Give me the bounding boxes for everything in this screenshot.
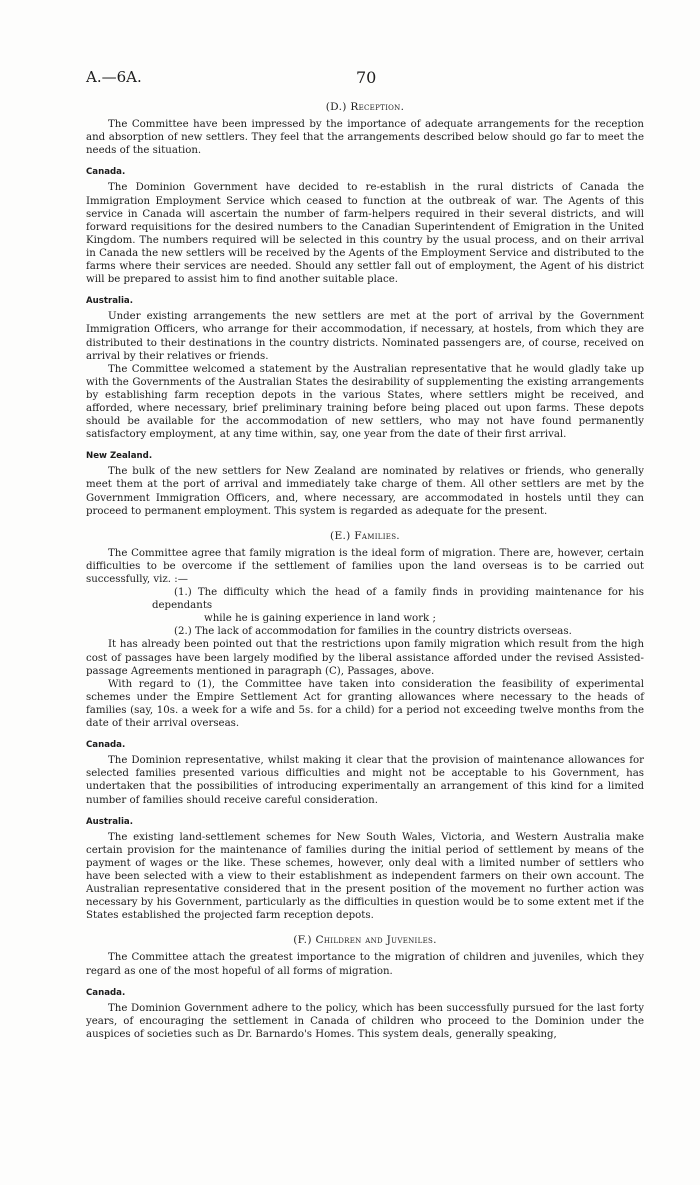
section-heading-families: (E.) Families. bbox=[330, 529, 400, 542]
subheading-canada: Canada. bbox=[86, 740, 126, 751]
list-item-continuation: while he is gaining experience in land work ; bbox=[204, 613, 436, 625]
paragraph: The Committee welcomed a statement by the Australian representative that he would gladly take up with the Governments of the Australian States the desirability of supplementing the existing arrangements by establishing farm reception depots in the various States, where settlers might be received, and afforded, where necessary, brief preliminary training before being placed out upon farms. These depots should be available for the accommodation of new settlers, who may not have found permanently satisfactory employment, at any time within, say, one year from the date of their first arrival. bbox=[86, 363, 644, 441]
paragraph: The existing land-settlement schemes for New South Wales, Victoria, and Western Australia make certain provision for the maintenance of families during the initial period of settlement by means of the payment of wages or the like. These schemes, however, only deal with a limited number of settlers who have been selected with a view to their establishment as independent farmers on their own account. The Australian representative considered that in the present position of the movement no further action was necessary by his Government, particularly as the difficulties in question would be to some extent met if the States established the projected farm reception depots. bbox=[86, 831, 644, 922]
subheading-australia: Australia. bbox=[86, 296, 133, 307]
section-heading-reception: (D.) Reception. bbox=[325, 101, 405, 113]
subheading-new-zealand: New Zealand. bbox=[86, 451, 153, 462]
paragraph: The Dominion representative, whilst making it clear that the provision of maintenance allowances for selected families presented various difficulties and might not be acceptable to his Government, has undertaken that the possibilities of introducing experimentally an arrangement of this kind for a limited number of families should receive careful consideration. bbox=[86, 755, 644, 806]
page-number: 70 bbox=[356, 68, 377, 87]
paragraph: The Dominion Government have decided to re-establish in the rural districts of Canada the Immigration Employment Service which ceased to function at the outbreak of war. The Agents of this service in Canada will ascertain the number of farm-helpers required in their several districts, and will forward requisitions for the desired numbers to the Canadian Superintendent of Emigration in the United Kingdom. The numbers required will be selected in this country by the usual process, and on their arrival in Canada the new settlers will be received by the Agents of the Employment Service and distributed to the farms where their services are needed. Should any settler fall out of employment, the Agent of his district will be prepared to assist him to find another suitable place. bbox=[86, 182, 644, 286]
paragraph: It has already been pointed out that the restrictions upon family migration which result from the high cost of passages have been largely modified by the liberal assistance afforded under the revised Assisted-passage Agreements mentioned in paragraph (C), Passages, above. bbox=[86, 639, 644, 677]
subheading-canada: Canada. bbox=[86, 987, 126, 998]
document-body bbox=[86, 101, 644, 1041]
section-heading-children: (F.) Children and Juveniles. bbox=[293, 934, 437, 947]
subheading-australia: Australia. bbox=[86, 816, 133, 827]
paragraph: With regard to (1), the Committee have taken into consideration the feasibility of experimental schemes under the Empire Settlement Act for granting allowances where necessary to the heads of families (say, 10s. a week for a wife and 5s. for a child) for a period not exceeding twelve months from the date of their arrival overseas. bbox=[86, 678, 644, 730]
paragraph: The Committee have been impressed by the importance of adequate arrangements for the reception and absorption of new settlers. They feel that the arrangements described below should go far to meet the needs of the situation. bbox=[86, 119, 644, 157]
subheading-canada: Canada. bbox=[86, 167, 126, 178]
list-item: (1.) The difficulty which the head of a family finds in providing maintenance for his dependants bbox=[152, 587, 644, 612]
report-reference: A.—6A. bbox=[86, 68, 142, 86]
paragraph: The Dominion Government adhere to the policy, which has been successfully pursued for the last forty years, of encouraging the settlement in Canada of children who proceed to the Dominion under the auspices of societies such as Dr. Barnardo's Homes. This system deals, generally speaking, bbox=[86, 1002, 644, 1040]
paragraph: Under existing arrangements the new settlers are met at the port of arrival by the Government Immigration Officers, who arrange for their accommodation, if necessary, at hostels, from which they are distributed to their destinations in the country districts. Nominated passengers are, of course, received on arrival by their relatives or friends. bbox=[86, 311, 644, 362]
paragraph: The Committee agree that family migration is the ideal form of migration. There are, however, certain difficulties to be overcome if the settlement of families upon the land overseas is to be carried out successfully, viz. :— bbox=[86, 547, 644, 585]
paragraph: The Committee attach the greatest importance to the migration of children and juveniles, which they regard as one of the most hopeful of all forms of migration. bbox=[86, 952, 644, 977]
list-item: (2.) The lack of accommodation for families in the country districts overseas. bbox=[174, 626, 572, 638]
paragraph: The bulk of the new settlers for New Zealand are nominated by relatives or friends, who generally meet them at the port of arrival and immediately take charge of them. All other settlers are met by the Government Immigration Officers, and, where necessary, are accommodated in hostels until they can proceed to permanent employment. This system is regarded as adequate for the present. bbox=[86, 466, 644, 517]
